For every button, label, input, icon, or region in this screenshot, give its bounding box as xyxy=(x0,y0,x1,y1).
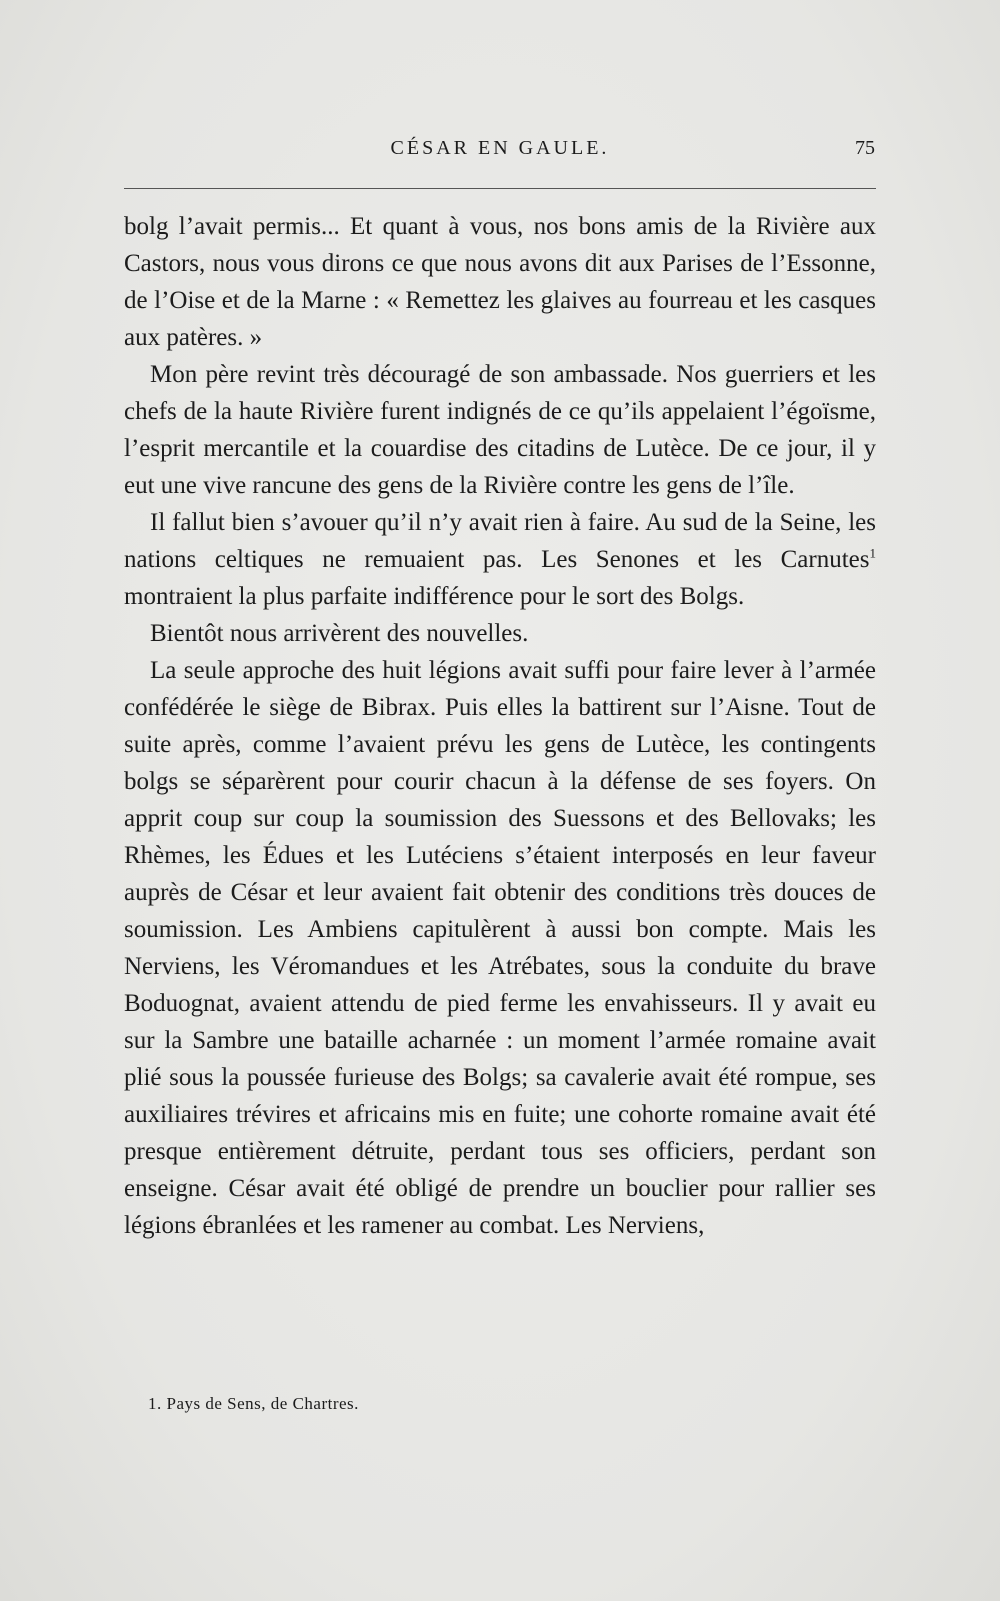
paragraph-text: Il fallut bien s’avouer qu’il n’y avait rien à faire. Au sud de la Seine, les nations celtiques ne remuaient pas. Les Senones et les xyxy=(124,509,876,573)
paragraph: Mon père revint très découragé de son ambassade. Nos guerriers et les chefs de la haute Rivière furent indignés de ce qu’ils appelaient l’égoïsme, l’esprit mercantile et la couardise des citadins de Lutèce. De ce jour, il y eut une vive rancune des gens de la Rivière contre les gens de l’île. xyxy=(124,361,876,499)
page-number: 75 xyxy=(855,137,875,159)
paragraph-continued: bolg l’avait permis... Et quant à vous, nos bons amis de la Rivière aux Castors, nous vous dirons ce que nous avons dit aux Parises de l’Essonne, de l’Oise et de la Marne : « Remettez les glaives au fourreau et les casques aux patères. » xyxy=(124,213,876,351)
carnutes-word: Carnutes xyxy=(780,546,870,573)
paragraph-text: montraient la plus parfaite indifférence pour le sort des Bolgs. xyxy=(124,583,745,610)
body-text xyxy=(124,208,876,1244)
header-rule xyxy=(124,188,876,189)
paragraph: La seule approche des huit légions avait suffi pour faire lever à l’armée confédérée le siège de Bibrax. Puis elles la battirent sur l’Aisne. Tout de suite après, comme l’avaient prévu les gens de Lutèce, les contingents bolgs se séparèrent pour courir chacun à la défense de ses foyers. On apprit coup sur coup la soumission des Suessons et des Bellovaks; les Rhèmes, les Édues et les Lutéciens s’étaient interposés en leur faveur auprès de César et leur avaient fait obtenir des conditions très douces de soumission. Les Ambiens capitulèrent à aussi bon compte. Mais les Nerviens, les Véromandues et les Atrébates, sous la conduite du brave Boduognat, avaient attendu de pied ferme les envahisseurs. Il y avait eu sur la Sambre une bataille acharnée : un moment l’armée romaine avait plié sous la poussée furieuse des Bolgs; sa cavalerie avait été rompue, ses auxiliaires trévires et africains mis en fuite; une cohorte romaine avait été presque entièrement détruite, perdant tous ses officiers, perdant son enseigne. César avait été obligé de prendre un bouclier pour rallier ses légions ébranlées et les ramener au combat. Les Nerviens, xyxy=(124,657,876,1239)
footnote-marker: 1 xyxy=(869,545,876,561)
paragraph: Bientôt nous arrivèrent des nouvelles. xyxy=(150,620,529,647)
footnote: 1. Pays de Sens, de Chartres. xyxy=(148,1394,359,1413)
paragraph-with-footnote xyxy=(124,504,876,615)
running-head xyxy=(0,137,1000,167)
running-title: CÉSAR EN GAULE. xyxy=(390,137,610,159)
